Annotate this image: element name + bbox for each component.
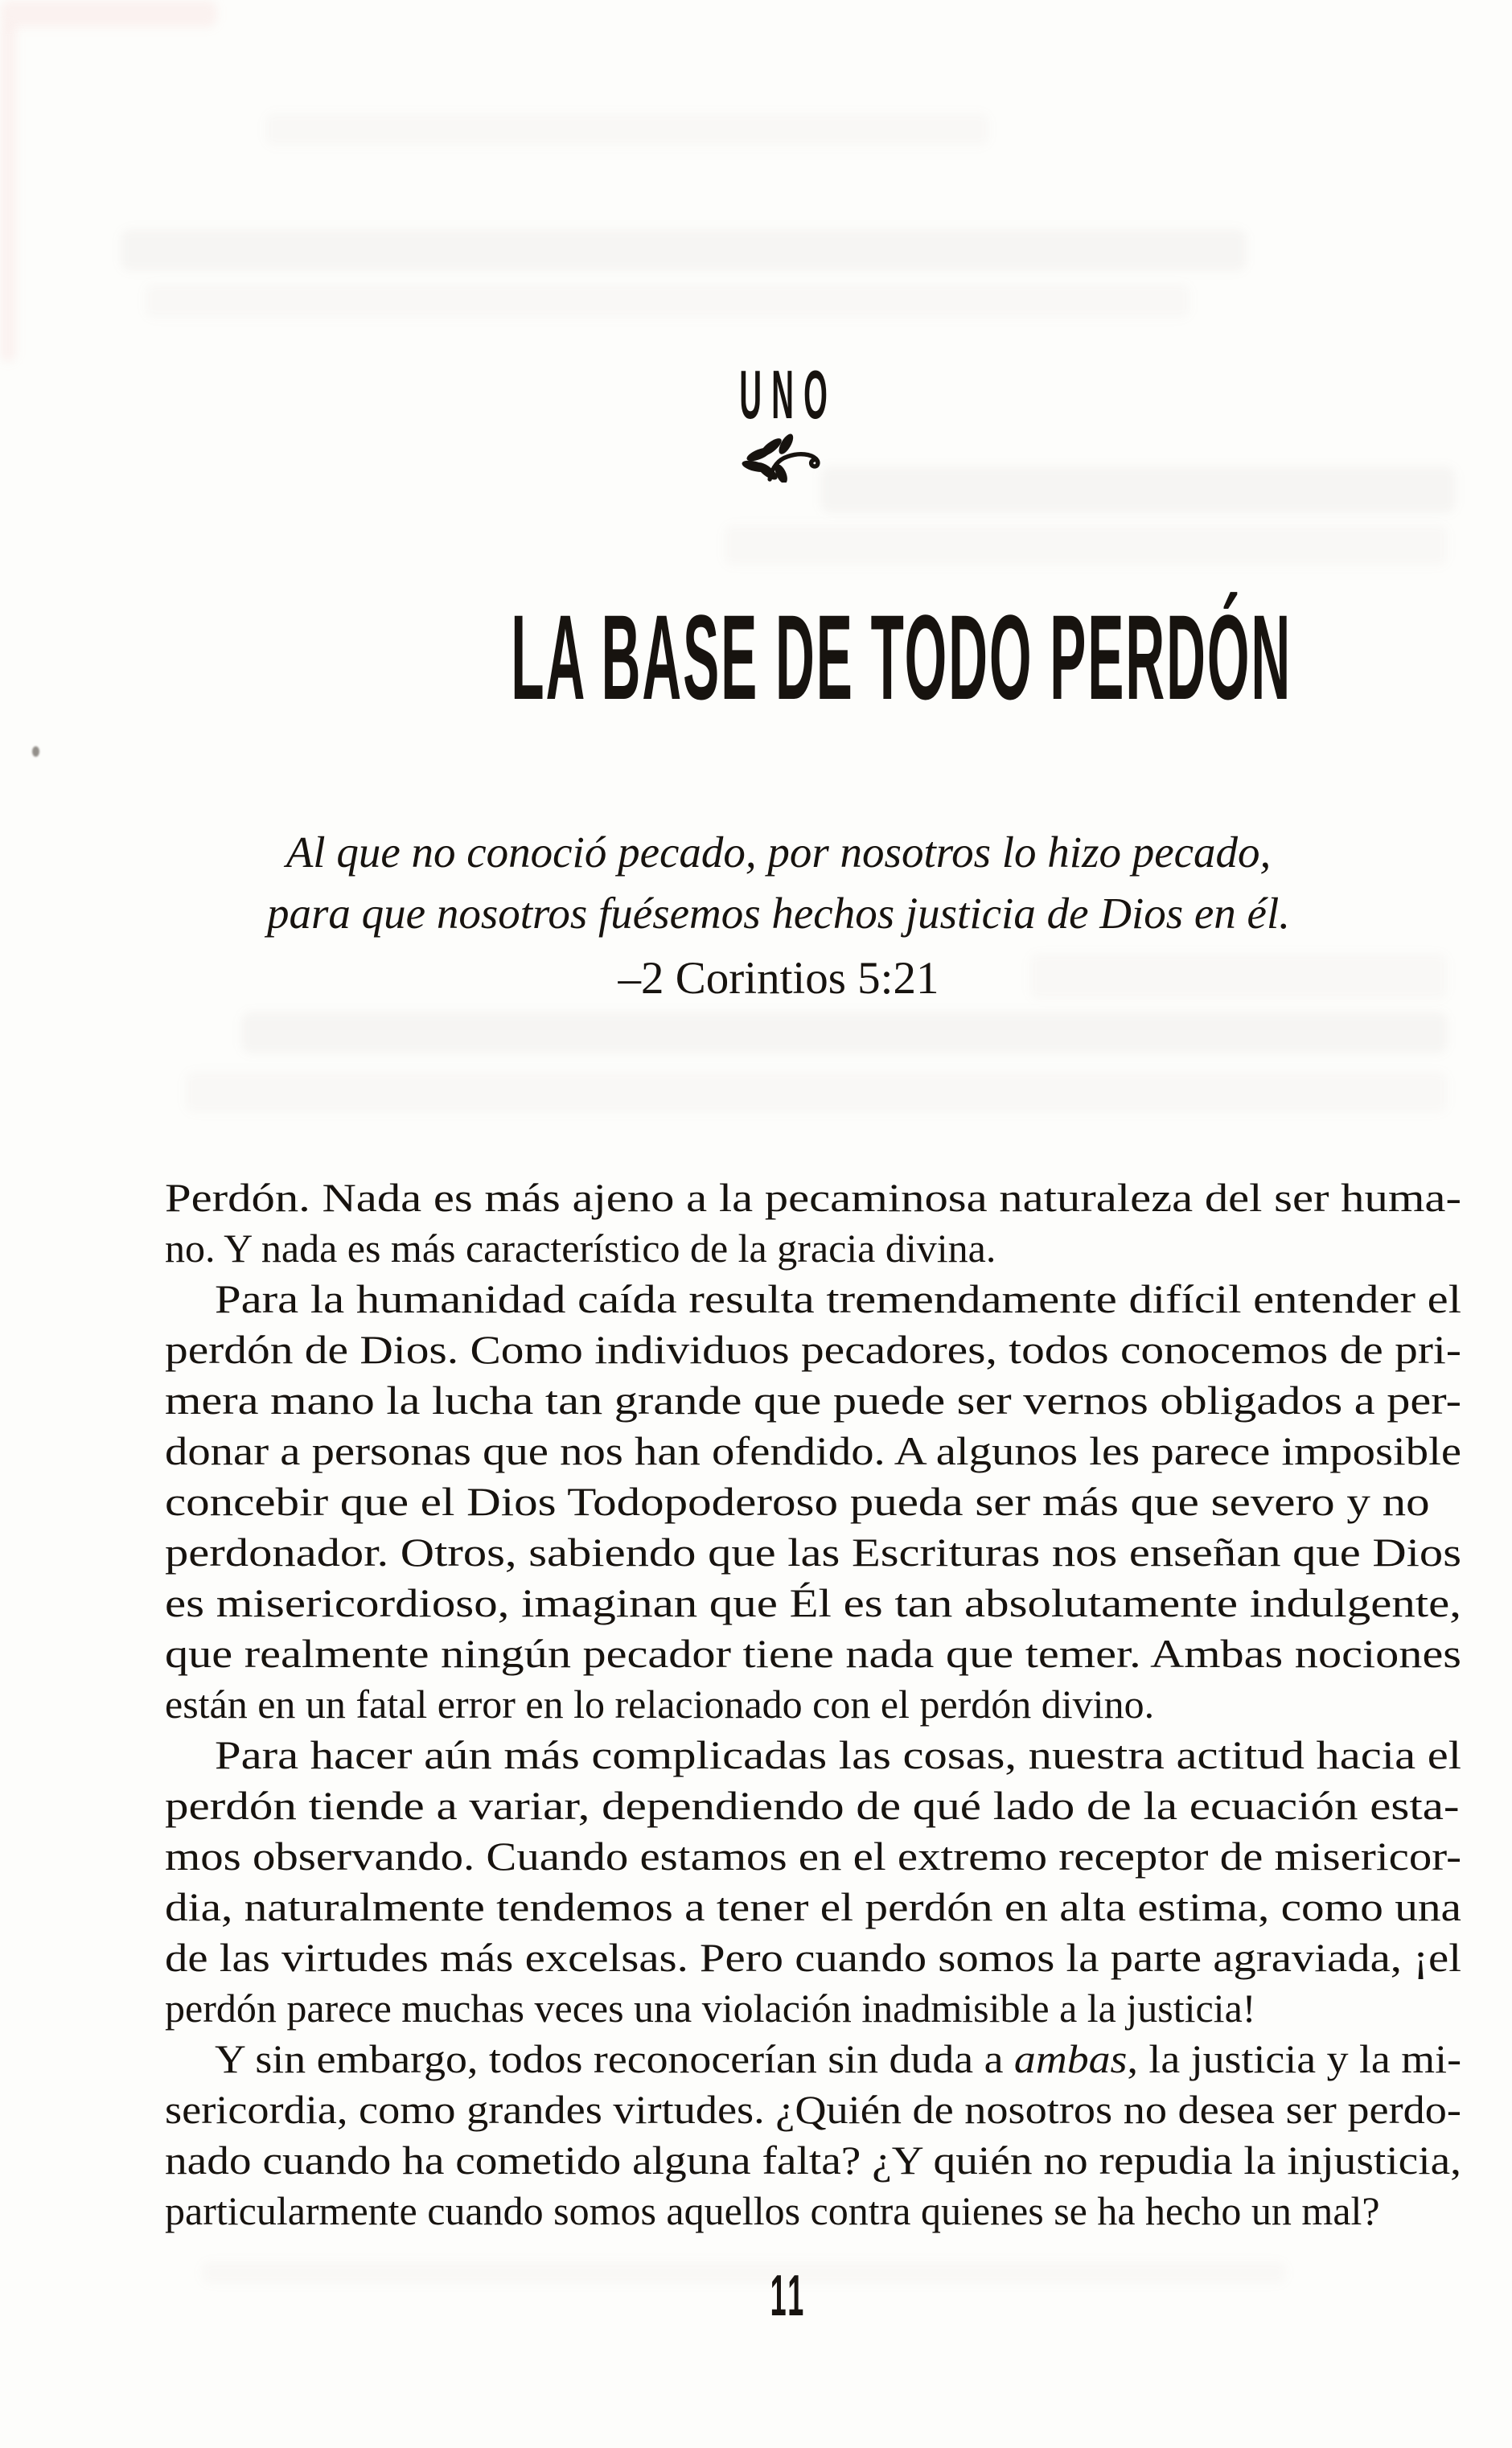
body-line-text: perdón tiende a variar, dependiendo de qué lado de la ecuación esta- [165, 1783, 1460, 1828]
bleedthrough-artifact [265, 113, 989, 146]
body-line [165, 1730, 1461, 1781]
body-line-text: no. Y nada es más característico de la gracia divina. [165, 1226, 996, 1271]
body-line [165, 1831, 1461, 1882]
body-line [165, 1983, 1461, 2034]
scan-speck [32, 746, 39, 757]
epigraph-line: para que nosotros fuésemos hechos justicia de Dios en él. [267, 889, 1290, 938]
leaf-branch-icon [736, 433, 834, 483]
body-line [165, 1781, 1461, 1831]
body-line-text: que realmente ningún pecador tiene nada que temer. Ambas nociones [165, 1631, 1461, 1676]
body-line [165, 1375, 1461, 1426]
body-line [165, 1477, 1461, 1527]
body-text [165, 1173, 1461, 2236]
body-line-text: Para hacer aún más complicadas las cosas, nuestra actitud hacia el [215, 1732, 1461, 1777]
bleedthrough-artifact [241, 1012, 1448, 1054]
paragraph [165, 2034, 1461, 2236]
body-line [165, 1173, 1461, 1223]
epigraph-citation: –2 Corintios 5:21 [618, 953, 939, 1004]
body-line-text: Perdón. Nada es más ajeno a la pecaminosa naturaleza del ser huma- [165, 1175, 1461, 1220]
body-line [165, 2135, 1461, 2186]
scan-edge-tint [0, 24, 16, 362]
body-line-text: mos observando. Cuando estamos en el extremo receptor de misericor- [165, 1834, 1461, 1879]
paragraph [165, 1274, 1461, 1730]
body-line-text: es misericordioso, imaginan que Él es tan absolutamente indulgente, [165, 1580, 1461, 1625]
chapter-ornament [0, 433, 1512, 487]
body-line-text: están en un fatal error en lo relacionado con el perdón divino. [165, 1682, 1155, 1727]
body-line [165, 1223, 1461, 1274]
body-line [165, 1679, 1461, 1730]
body-line-text: mera mano la lucha tan grande que puede ser vernos obligados a per- [165, 1378, 1461, 1423]
body-line-text: dia, naturalmente tendemos a tener el perdón en alta estima, como una [165, 1884, 1461, 1929]
page-number [0, 2264, 1512, 2328]
body-line-text: particularmente cuando somos aquellos contra quienes se ha hecho un mal? [165, 2188, 1380, 2233]
body-line [165, 1578, 1461, 1629]
body-line [165, 1527, 1461, 1578]
bleedthrough-artifact [185, 1071, 1448, 1113]
body-line-text: donar a personas que nos han ofendido. A algunos les parece imposible [165, 1428, 1461, 1473]
body-line-text: de las virtudes más excelsas. Pero cuando somos la parte agraviada, ¡el [165, 1935, 1462, 1980]
body-line-text: perdón de Dios. Como individuos pecadores, todos conocemos de pri- [165, 1327, 1461, 1372]
scan-edge-tint [0, 0, 217, 27]
epigraph-line: Al que no conoció pecado, por nosotros lo hizo pecado, [286, 828, 1272, 877]
chapter-number [0, 357, 1512, 433]
bleedthrough-artifact [724, 524, 1448, 566]
body-line [165, 1274, 1461, 1325]
body-line [165, 1325, 1461, 1375]
body-line-text: Para la humanidad caída resulta tremendamente difícil entender el [215, 1276, 1461, 1321]
paragraph [165, 1173, 1461, 1274]
body-line [165, 1933, 1461, 1983]
body-line [165, 2186, 1461, 2236]
body-line [165, 1426, 1461, 1477]
page-number-text: 11 [770, 2264, 807, 2328]
body-line-text: sericordia, como grandes virtudes. ¿Quién de nosotros no desea ser perdo- [165, 2087, 1461, 2132]
epigraph [23, 822, 1512, 1005]
body-line-text: perdonador. Otros, sabiendo que las Escrituras nos enseñan que Dios [165, 1530, 1461, 1575]
body-line-text: Y sin embargo, todos reconocerían sin duda a ambas, la justicia y la mi- [215, 2036, 1461, 2081]
chapter-title-text: LA BASE DE TODO PERDÓN [511, 589, 1292, 725]
chapter-number-label: UNO [739, 357, 837, 433]
body-line-text: nado cuando ha cometido alguna falta? ¿Y quién no repudia la injusticia, [165, 2138, 1461, 2183]
paragraph [165, 1730, 1461, 2034]
body-line [165, 2084, 1461, 2135]
body-line [165, 2034, 1461, 2084]
chapter-title [0, 589, 1512, 725]
body-line [165, 1882, 1461, 1933]
bleedthrough-artifact [145, 283, 1190, 318]
body-line-text: perdón parece muchas veces una violación inadmisible a la justicia! [165, 1986, 1256, 2031]
body-line-text: concebir que el Dios Todopoderoso pueda ser más que severo y no [165, 1479, 1430, 1524]
body-line [165, 1629, 1461, 1679]
bleedthrough-artifact [121, 229, 1247, 271]
